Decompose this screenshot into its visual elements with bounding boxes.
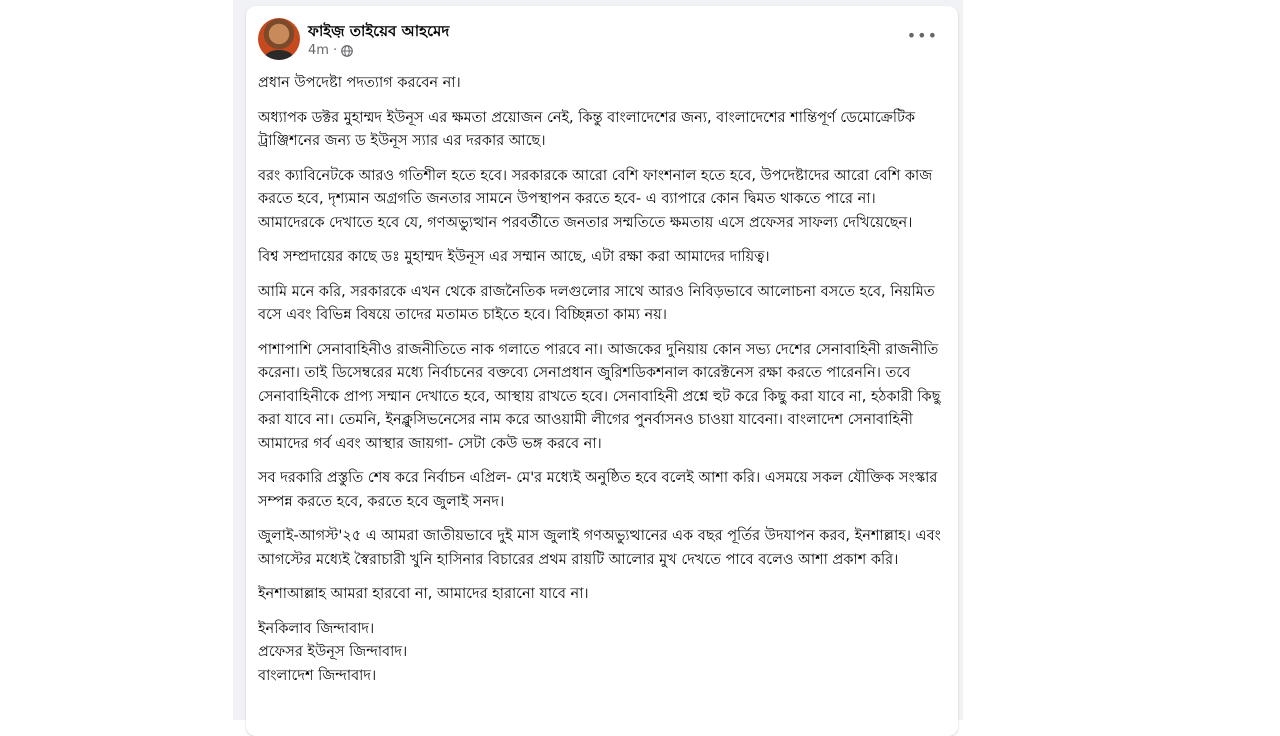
meta-separator: · [332,43,338,58]
closing-slogans [258,618,946,689]
paragraph: পাশাপাশি সেনাবাহিনীও রাজনীতিতে নাক গলাতে পারবে না। আজকের দুনিয়ায় কোন সভ্য দেশের সেনাবাহিনী রাজনীতি করেনা। তাই ডিসেম্বরের মধ্যে নির্বাচনের বক্তব্যে সেনাপ্রধান জুরিশডিকশনাল কারেক্টনেস রক্ষা করতে পারেননি। তবে সেনাবাহিনীকে প্রাপ্য সম্মান দেখাতে হবে, আস্থায় রাখতে হবে। সেনাবাহিনী প্রশ্নে হুট করে কিছু করা যাবে না, হঠকারী কিছু করা যাবে না। তেমনি, ইনক্লুসিভনেসের নাম করে আওয়ামী লীগের পুনর্বাসনও চাওয়া যাবেনা। বাংলাদেশ সেনাবাহিনী আমাদের গর্ব এবং আস্থার জায়গা- সেটা কেউ ভঙ্গ করবে না। [258,341,941,452]
slogan-line: বাংলাদেশ জিন্দাবাদ। [258,667,377,684]
paragraph: সব দরকারি প্রস্তুতি শেষ করে নির্বাচন এপ্রিল- মে'র মধ্যেই অনুষ্ঠিত হবে বলেই আশা করি। এসময়ে সকল যৌক্তিক সংস্কার সম্পন্ন করতে হবে, করতে হবে জুলাই সনদ। [258,470,938,510]
paragraph: প্রধান উপদেষ্টা পদত্যাগ করবেন না। [258,75,461,91]
paragraph: জুলাই-আগস্ট'২৫ এ আমরা জাতীয়ভাবে দুই মাস জুলাই গণঅভ্যুত্থানের এক বছর পূর্তির উদযাপন করব, ইনশাল্লাহ। এবং আগস্টের মধ্যেই স্বৈরাচারী খুনি হাসিনার বিচারের প্রথম রায়টি আলোর মুখ দেখতে পাবে বলেও আশা প্রকাশ করি। [258,528,941,568]
more-options-icon[interactable]: ••• [906,26,938,45]
slogan-line: ইনকিলাব জিন্দাবাদ। [258,620,375,637]
paragraph: বরং ক্যাবিনেটকে আরও গতিশীল হতে হবে। সরকারকে আরো বেশি ফাংশনাল হতে হবে, উপদেষ্টাদের আরো বেশি কাজ করতে হবে, দৃশ্যমান অগ্রগতি জনতার সামনে উপস্থাপন করতে হবে- এ ব্যাপারে কোন দ্বিমত থাকতে পারে না। আমাদেরকে দেখাতে হবে যে, গণঅভ্যুত্থান পরবর্তীতে জনতার সম্মতিতে ক্ষমতায় এসে প্রফেসর সাফল্য দেখিয়েছেন। [258,167,933,231]
post-card [246,6,958,736]
avatar[interactable] [258,18,300,60]
paragraph: ইনশাআল্লাহ আমরা হারবো না, আমাদের হারানো যাবে না। [258,586,589,602]
slogan-line: প্রফেসর ইউনূস জিন্দাবাদ। [258,644,408,660]
author-name[interactable]: ফাইজ় তাইয়েব আহমেদ [308,22,450,40]
paragraph: আমি মনে করি, সরকারকে এখন থেকে রাজনৈতিক দলগুলোর সাথে আরও নিবিড়ভাবে আলোচনা বসতে হবে, নিয়মিত বসে এবং বিভিন্ন বিষয়ে তাদের মতামত চাইতে হবে। বিচ্ছিন্নতা কাম্য নয়। [258,283,935,323]
post-time[interactable]: 4m [308,43,329,58]
paragraph: বিশ্ব সম্প্রদায়ের কাছে ডঃ মুহাম্মদ ইউনূস এর সম্মান আছে, এটা রক্ষা করা আমাদের দায়িত্ব। [258,249,770,265]
post-body [258,72,946,688]
avatar-figure [264,50,294,60]
globe-icon[interactable] [341,45,353,57]
paragraph: অধ্যাপক ডক্টর মুহাম্মদ ইউনূস এর ক্ষমতা প্রয়োজন নেই, কিন্তু বাংলাদেশের জন্য, বাংলাদেশের শান্তিপূর্ণ ডেমোক্রেটিক ট্রাঞ্জিশনের জন্য ড ইউনূস স্যার এর দরকার আছে। [258,109,916,149]
post-meta [308,43,353,58]
